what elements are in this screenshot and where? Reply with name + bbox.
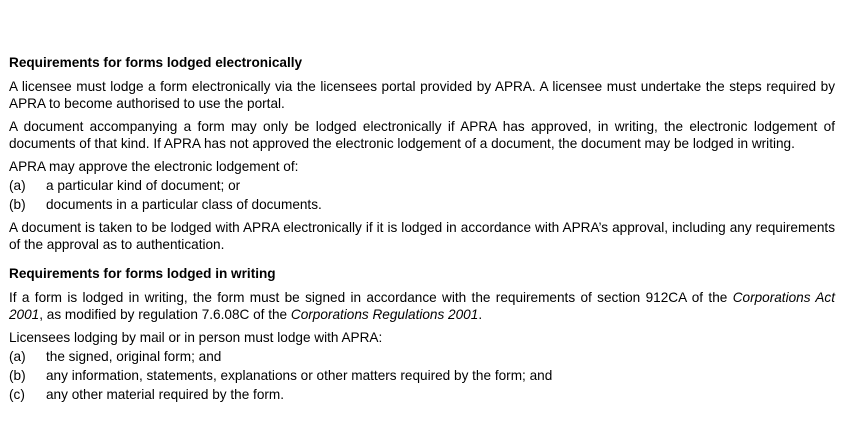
text-run: , as modified by regulation 7.6.08C of the <box>39 307 291 322</box>
list-item-text: the signed, original form; and <box>46 349 222 364</box>
list-item <box>9 177 835 194</box>
list-item <box>9 367 835 384</box>
section-heading-electronic: Requirements for forms lodged electronically <box>9 55 303 70</box>
list-item <box>9 386 835 403</box>
list-item-text: documents in a particular class of documents. <box>46 197 322 212</box>
list-item-text: a particular kind of document; or <box>46 178 241 193</box>
section-heading-writing: Requirements for forms lodged in writing <box>9 266 276 281</box>
paragraph-taken-lodged: A document is taken to be lodged with APRA electronically if it is lodged in accordance with APRA’s approval, including any requirements of the approval as to authentication. <box>9 220 835 252</box>
paragraph-accompanying-document: A document accompanying a form may only be lodged electronically if APRA has approved, in writing, the electronic lodgement of documents of that kind. If APRA has not approved the electronic lodgement of a document, the document may be lodged in writing. <box>9 119 835 151</box>
paragraph-portal: A licensee must lodge a form electronically via the licensees portal provided by APRA. A licensee must undertake the steps required by APRA to become authorised to use the portal. <box>9 79 835 111</box>
list-marker: (b) <box>9 368 26 383</box>
paragraph-approve-intro: APRA may approve the electronic lodgement of: <box>9 159 299 174</box>
text-run: . <box>478 307 483 322</box>
list-item <box>9 196 835 213</box>
list-marker: (a) <box>9 349 26 364</box>
list-marker: (c) <box>9 387 25 402</box>
regulations-citation: Corporations Regulations 2001 <box>290 307 479 322</box>
list-item-text: any other material required by the form. <box>46 387 285 402</box>
paragraph-mail-intro: Licensees lodging by mail or in person must lodge with APRA: <box>9 330 383 345</box>
act-citation: Corporations Act 2001 <box>9 290 835 322</box>
lodgement-list <box>9 348 835 403</box>
list-marker: (a) <box>9 178 26 193</box>
document-body <box>9 54 835 409</box>
approval-list <box>9 177 835 213</box>
paragraph-signed-writing <box>9 289 835 323</box>
list-marker: (b) <box>9 197 26 212</box>
text-run: If a form is lodged in writing, the form must be signed in accordance with the requirements of section 912CA of the <box>9 290 733 305</box>
list-item-text: any information, statements, explanations or other matters required by the form; and <box>46 368 553 383</box>
list-item <box>9 348 835 365</box>
